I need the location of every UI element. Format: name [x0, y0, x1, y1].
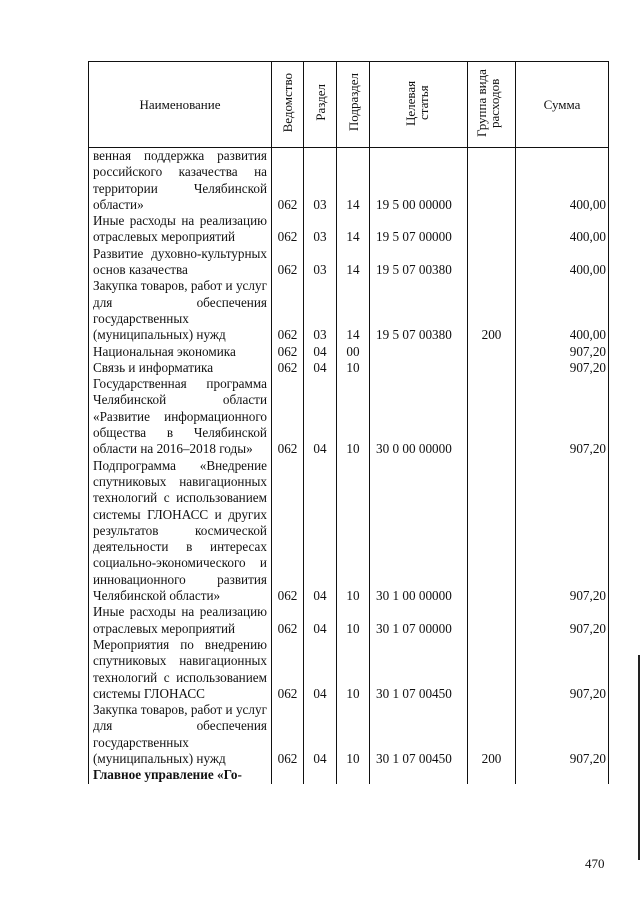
- cell-sum: 907,20: [516, 637, 609, 702]
- cell-name: Закупка товаров, работ и услуг для обеспечения государственных (муниципальных) нужд: [89, 278, 272, 343]
- cell-razd: 04: [304, 604, 337, 637]
- cell-ved: [272, 767, 304, 783]
- cell-cel: 30 0 00 00000: [370, 376, 468, 457]
- cell-cel: 19 5 07 00000: [370, 213, 468, 246]
- table-row: [89, 360, 609, 376]
- page-number: 470: [585, 856, 605, 871]
- cell-cel: 30 1 07 00450: [370, 637, 468, 702]
- cell-sum: 400,00: [516, 246, 609, 279]
- cell-podr: 10: [337, 360, 370, 376]
- cell-podr: 00: [337, 344, 370, 360]
- cell-podr: 10: [337, 458, 370, 605]
- cell-sum: 907,20: [516, 458, 609, 605]
- table-row: [89, 458, 609, 605]
- cell-name: Мероприятия по внедрению спутниковых навигационных технологий с использованием системы ГЛОНАСС: [89, 637, 272, 702]
- cell-gr: [468, 767, 516, 783]
- cell-gr: [468, 344, 516, 360]
- cell-sum: 400,00: [516, 213, 609, 246]
- table-row: [89, 767, 609, 783]
- cell-razd: 04: [304, 637, 337, 702]
- cell-sum: 400,00: [516, 278, 609, 343]
- cell-podr: 10: [337, 604, 370, 637]
- cell-razd: 04: [304, 360, 337, 376]
- cell-sum: [516, 767, 609, 783]
- cell-sum: 907,20: [516, 376, 609, 457]
- cell-podr: 14: [337, 148, 370, 214]
- cell-cel: 30 1 07 00450: [370, 702, 468, 767]
- cell-ved: 062: [272, 637, 304, 702]
- cell-podr: 14: [337, 278, 370, 343]
- cell-name: Развитие духовно-культурных основ казачества: [89, 246, 272, 279]
- cell-name: Иные расходы на реализацию отраслевых мероприятий: [89, 213, 272, 246]
- cell-gr: 200: [468, 702, 516, 767]
- cell-cel: [370, 360, 468, 376]
- table-row: [89, 702, 609, 767]
- cell-ved: 062: [272, 458, 304, 605]
- table-row: [89, 604, 609, 637]
- table-row: [89, 213, 609, 246]
- cell-razd: 04: [304, 702, 337, 767]
- table-row: [89, 148, 609, 214]
- cell-ved: 062: [272, 213, 304, 246]
- cell-razd: 03: [304, 148, 337, 214]
- cell-sum: 400,00: [516, 148, 609, 214]
- cell-cel: [370, 344, 468, 360]
- cell-razd: 03: [304, 246, 337, 279]
- cell-razd: 03: [304, 213, 337, 246]
- cell-ved: 062: [272, 376, 304, 457]
- cell-name: Государственная программа Челябинской области «Развитие информационного общества в Челябинской области на 2016–2018 годы»: [89, 376, 272, 457]
- cell-cel: 30 1 00 00000: [370, 458, 468, 605]
- cell-gr: 200: [468, 278, 516, 343]
- table-header-row: [89, 62, 609, 148]
- header-podrazdel: Подраздел: [337, 62, 370, 148]
- cell-razd: [304, 767, 337, 783]
- cell-podr: 10: [337, 376, 370, 457]
- cell-razd: 04: [304, 376, 337, 457]
- cell-podr: 10: [337, 637, 370, 702]
- cell-razd: 04: [304, 344, 337, 360]
- cell-ved: 062: [272, 360, 304, 376]
- cell-cel: 19 5 07 00380: [370, 278, 468, 343]
- table-row: [89, 246, 609, 279]
- cell-podr: [337, 767, 370, 783]
- cell-name: венная поддержка развития российского казачества на территории Челябинской области»: [89, 148, 272, 214]
- cell-podr: 14: [337, 246, 370, 279]
- cell-name: Подпрограмма «Внедрение спутниковых навигационных технологий с использованием системы ГЛОНАСС и других результатов космической деятельности в интересах социально-экономического и инновационного развития Челябинской области»: [89, 458, 272, 605]
- cell-gr: [468, 213, 516, 246]
- cell-sum: 907,20: [516, 604, 609, 637]
- cell-name: Национальная экономика: [89, 344, 272, 360]
- cell-name: Связь и информатика: [89, 360, 272, 376]
- header-razdel: Раздел: [304, 62, 337, 148]
- cell-razd: 04: [304, 458, 337, 605]
- cell-cel: 19 5 07 00380: [370, 246, 468, 279]
- cell-cel: [370, 767, 468, 783]
- table-row: [89, 344, 609, 360]
- header-gruppa: Группа вида расходов: [468, 62, 516, 148]
- cell-gr: [468, 637, 516, 702]
- cell-sum: 907,20: [516, 344, 609, 360]
- cell-razd: 03: [304, 278, 337, 343]
- cell-gr: [468, 246, 516, 279]
- table-row: [89, 376, 609, 457]
- table-row: [89, 278, 609, 343]
- cell-ved: 062: [272, 702, 304, 767]
- cell-gr: [468, 604, 516, 637]
- cell-podr: 10: [337, 702, 370, 767]
- cell-sum: 907,20: [516, 702, 609, 767]
- cell-ved: 062: [272, 344, 304, 360]
- header-summa: Сумма: [516, 62, 609, 148]
- cell-gr: [468, 360, 516, 376]
- table-row: [89, 637, 609, 702]
- cell-cel: 19 5 00 00000: [370, 148, 468, 214]
- cell-ved: 062: [272, 148, 304, 214]
- cell-gr: [468, 376, 516, 457]
- cell-sum: 907,20: [516, 360, 609, 376]
- cell-name: Иные расходы на реализацию отраслевых мероприятий: [89, 604, 272, 637]
- cell-cel: 30 1 07 00000: [370, 604, 468, 637]
- cell-ved: 062: [272, 278, 304, 343]
- cell-name: Главное управление «Го-: [89, 767, 272, 783]
- cell-ved: 062: [272, 246, 304, 279]
- header-vedomstvo: Ведомство: [272, 62, 304, 148]
- budget-table: [88, 61, 609, 784]
- cell-gr: [468, 458, 516, 605]
- header-name: Наименование: [89, 62, 272, 148]
- cell-ved: 062: [272, 604, 304, 637]
- cell-gr: [468, 148, 516, 214]
- cell-podr: 14: [337, 213, 370, 246]
- cell-name: Закупка товаров, работ и услуг для обеспечения государственных (муниципальных) нужд: [89, 702, 272, 767]
- header-celevaya: Целевая статья: [370, 62, 468, 148]
